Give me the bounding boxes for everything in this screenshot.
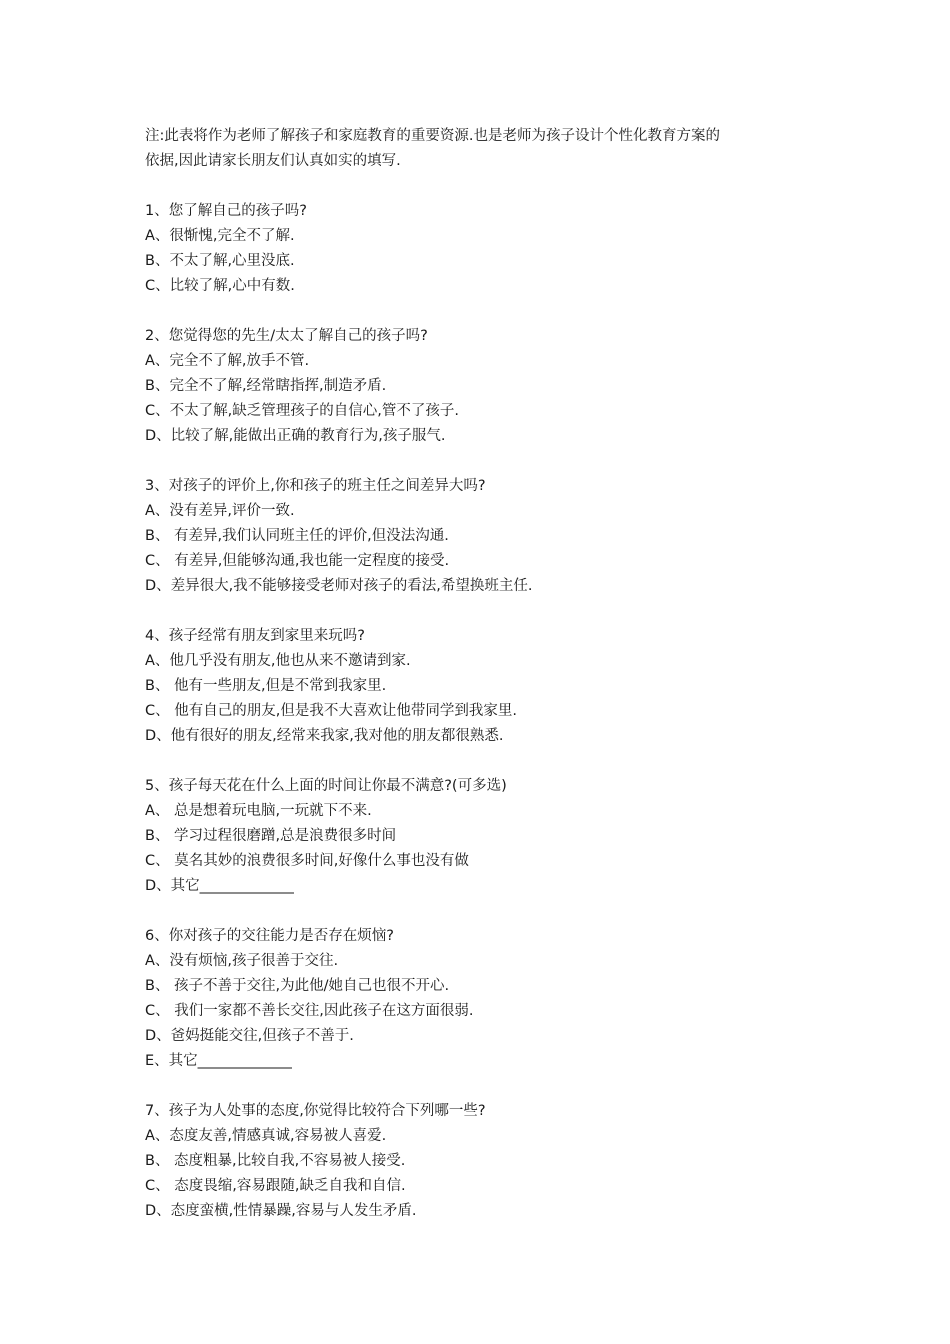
question-title: 1、您了解自己的孩子吗? (145, 203, 307, 219)
option-b: B、不太了解,心里没底. (145, 253, 295, 269)
question-title: 5、孩子每天花在什么上面的时间让你最不满意?(可多选) (145, 778, 507, 794)
question-7 (145, 1099, 825, 1224)
option-e: E、其它_____________ (145, 1053, 292, 1069)
question-title: 4、孩子经常有朋友到家里来玩吗? (145, 628, 365, 644)
question-1 (145, 199, 825, 299)
option-c: C、 我们一家都不善长交往,因此孩子在这方面很弱. (145, 1003, 474, 1019)
option-a: A、态度友善,情感真诚,容易被人喜爱. (145, 1128, 387, 1144)
option-a: A、很惭愧,完全不了解. (145, 228, 295, 244)
question-2 (145, 324, 825, 449)
option-d: D、爸妈挺能交往,但孩子不善于. (145, 1028, 354, 1044)
question-title: 6、你对孩子的交往能力是否存在烦恼? (145, 928, 394, 944)
option-c: C、 有差异,但能够沟通,我也能一定程度的接受. (145, 553, 450, 569)
option-b: B、 态度粗暴,比较自我,不容易被人接受. (145, 1153, 406, 1169)
option-c: C、比较了解,心中有数. (145, 278, 295, 294)
option-a: A、 总是想着玩电脑,一玩就下不来. (145, 803, 372, 819)
option-d: D、其它_____________ (145, 878, 294, 894)
question-3 (145, 474, 825, 599)
option-c: C、 他有自己的朋友,但是我不大喜欢让他带同学到我家里. (145, 703, 517, 719)
questionnaire (145, 124, 825, 1249)
option-b: B、 孩子不善于交往,为此他/她自己也很不开心. (145, 978, 450, 994)
option-b: B、 有差异,我们认同班主任的评价,但没法沟通. (145, 528, 449, 544)
option-c: C、不太了解,缺乏管理孩子的自信心,管不了孩子. (145, 403, 459, 419)
question-title: 2、您觉得您的先生/太太了解自己的孩子吗? (145, 328, 428, 344)
note-line: 注:此表将作为老师了解孩子和家庭教育的重要资源.也是老师为孩子设计个性化教育方案的 (145, 128, 720, 144)
option-a: A、没有差异,评价一致. (145, 503, 295, 519)
option-b: B、完全不了解,经常瞎指挥,制造矛盾. (145, 378, 387, 394)
option-b: B、 他有一些朋友,但是不常到我家里. (145, 678, 387, 694)
option-d: D、态度蛮横,性情暴躁,容易与人发生矛盾. (145, 1203, 417, 1219)
question-5 (145, 774, 825, 899)
intro-note (145, 124, 825, 174)
option-d: D、他有很好的朋友,经常来我家,我对他的朋友都很熟悉. (145, 728, 504, 744)
option-c: C、 莫名其妙的浪费很多时间,好像什么事也没有做 (145, 853, 469, 869)
option-a: A、没有烦恼,孩子很善于交往. (145, 953, 339, 969)
option-c: C、 态度畏缩,容易跟随,缺乏自我和自信. (145, 1178, 406, 1194)
question-title: 7、孩子为人处事的态度,你觉得比较符合下列哪一些? (145, 1103, 486, 1119)
option-a: A、他几乎没有朋友,他也从来不邀请到家. (145, 653, 411, 669)
question-4 (145, 624, 825, 749)
note-line: 依据,因此请家长朋友们认真如实的填写. (145, 153, 401, 169)
option-d: D、比较了解,能做出正确的教育行为,孩子服气. (145, 428, 446, 444)
question-6 (145, 924, 825, 1074)
question-title: 3、对孩子的评价上,你和孩子的班主任之间差异大吗? (145, 478, 486, 494)
option-d: D、差异很大,我不能够接受老师对孩子的看法,希望换班主任. (145, 578, 533, 594)
option-b: B、 学习过程很磨蹭,总是浪费很多时间 (145, 828, 397, 844)
option-a: A、完全不了解,放手不管. (145, 353, 310, 369)
